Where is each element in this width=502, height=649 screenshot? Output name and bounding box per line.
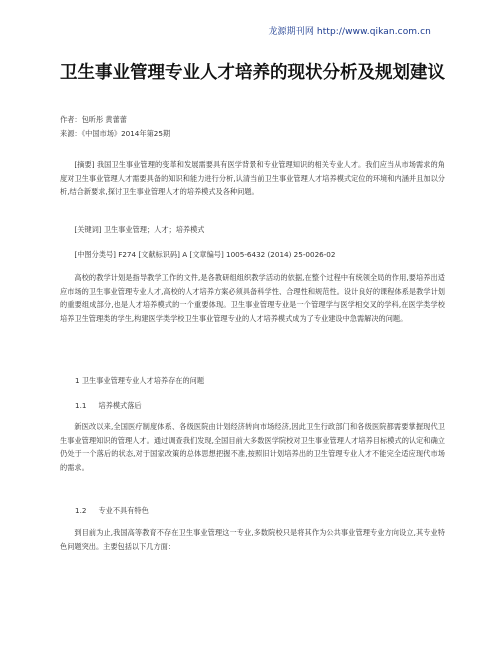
section-number: 1.1 — [75, 401, 87, 410]
article-title: 卫生事业管理专业人才培养的现状分析及规划建议 — [60, 63, 445, 83]
section-1-2-paragraph: 到目前为止,我国高等教育不存在卫生事业管理这一专业,多数院校只是将其作为公共事业管理专业方向设立,其专业特色问题突出。主要包括以下几方面： — [60, 528, 445, 551]
classification-line: [中图分类号] F274 [文献标识码] A [文章编号] 1005-6432 (2014) 25-0026-02 — [74, 250, 336, 259]
section-heading-1: 1 卫生事业管理专业人才培养存在的问题 — [75, 376, 205, 385]
section-number: 1.2 — [75, 506, 87, 515]
section-title: 培养模式落后 — [98, 401, 142, 410]
keywords-line: [关键词] 卫生事业管理；人才；培养模式 — [74, 225, 205, 234]
intro-paragraph: 高校的教学计划是指导教学工作的文件,是各教研组组织教学活动的依据,在整个过程中有统领全局的作用,要培养出适应市场的卫生事业管理专业人才,高校的人才培养方案必须具备科学性、合理性和规范性。设计良好的课程体系是教学计划的重要组成部分,也是人才培养模式的一个重要体现。卫生事业管理专业是一个管理学与医学相交叉的学科,在医学类学校培养卫生管理类的学生,构建医学类学校卫生事业管理专业的人才培养模式成为了专业建设中急需解决的问题。 — [60, 273, 445, 324]
article-source: 来源：《中国市场》2014年第25期 — [60, 129, 171, 138]
watermark-header[interactable]: 龙源期刊网 http://www.qikan.com.cn — [268, 27, 431, 37]
section-heading-1-2 — [75, 505, 149, 516]
section-title: 专业不具有特色 — [98, 506, 149, 515]
section-heading-1-1 — [75, 400, 142, 411]
article-authors: 作者：包昕彤 黄蕾蕾 — [60, 115, 127, 124]
section-1-1-paragraph: 新医改以来,全国医疗制度体系、各级医院由计划经济转向市场经济,因此卫生行政部门和各级医院都需要掌握现代卫生事业管理知识的管理人才。通过调查我们发现,全国目前大多数医学院校对卫生事业管理人才培养目标模式的认定和确立仍处于一个落后的状态,对于国家改策的总体思想把握不准,按照旧计划培养出的卫生管理专业人才不能完全适应现代市场的需求。 — [60, 422, 445, 473]
abstract-paragraph: [摘要] 我国卫生事业管理的变革和发展需要具有医学背景和专业管理知识的相关专业人才。我们应当从市场需求的角度对卫生事业管理人才需要具备的知识和能力进行分析,认清当前卫生事业管理人才培养模式定位的环境和内涵并且加以分析,结合新要求,探讨卫生事业管理人才的培养模式及各种问题。 — [60, 160, 445, 197]
